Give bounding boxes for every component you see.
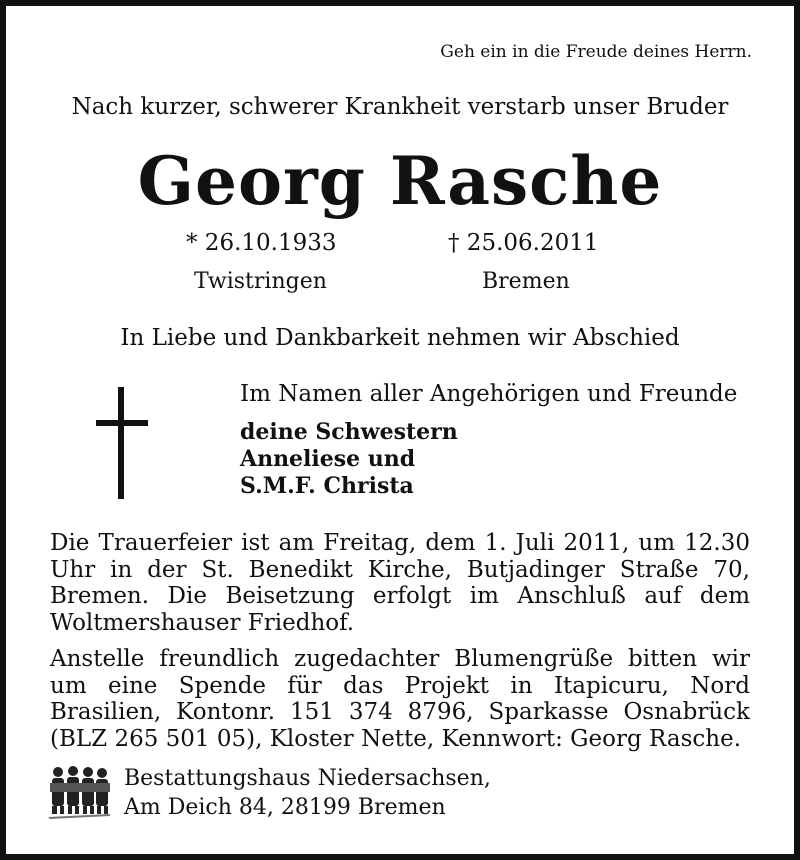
deceased-name: Georg Rasche — [137, 142, 663, 220]
farewell-line: In Liebe und Dankbarkeit nehmen wir Abschied — [120, 325, 680, 351]
birth-place: Twistringen — [194, 269, 327, 294]
birth-date: * 26.10.1933 — [186, 230, 337, 256]
mourners-intro: Im Namen aller Angehörigen und Freunde — [240, 381, 738, 407]
mourner-line: Anneliese und — [240, 446, 416, 472]
intro-line: Nach kurzer, schwerer Krankheit verstarb unser Bruder — [71, 94, 729, 120]
bible-quote: Geh ein in die Freude deines Herrn. — [440, 42, 752, 62]
funeral-info: Die Trauerfeier ist am Freitag, dem 1. Juli 2011, um 12.30 Uhr in der St. Benedikt Kirche, Butjadinger Straße 70, Bremen. Die Beisetzung erfolgt im Anschluß auf dem Woltmershauser Friedhof. — [50, 530, 750, 636]
mourner-line: deine Schwestern — [240, 419, 458, 445]
cross-icon — [96, 387, 148, 499]
death-date: † 25.06.2011 — [448, 230, 599, 256]
mourner-line: S.M.F. Christa — [240, 473, 414, 499]
pallbearers-icon — [46, 764, 112, 820]
death-place: Bremen — [482, 269, 570, 294]
donation-info: Anstelle freundlich zugedachter Blumengrüße bitten wir um eine Spende für das Projekt in Itapicuru, Nord Brasilien, Kontonr. 151 374 8796, Sparkasse Osnabrück (BLZ 265 501 05), Kloster Nette, Kennwort: Georg Rasche. — [50, 646, 750, 752]
undertaker-address: Am Deich 84, 28199 Bremen — [124, 795, 446, 820]
undertaker-name: Bestattungshaus Niedersachsen, — [124, 766, 491, 791]
